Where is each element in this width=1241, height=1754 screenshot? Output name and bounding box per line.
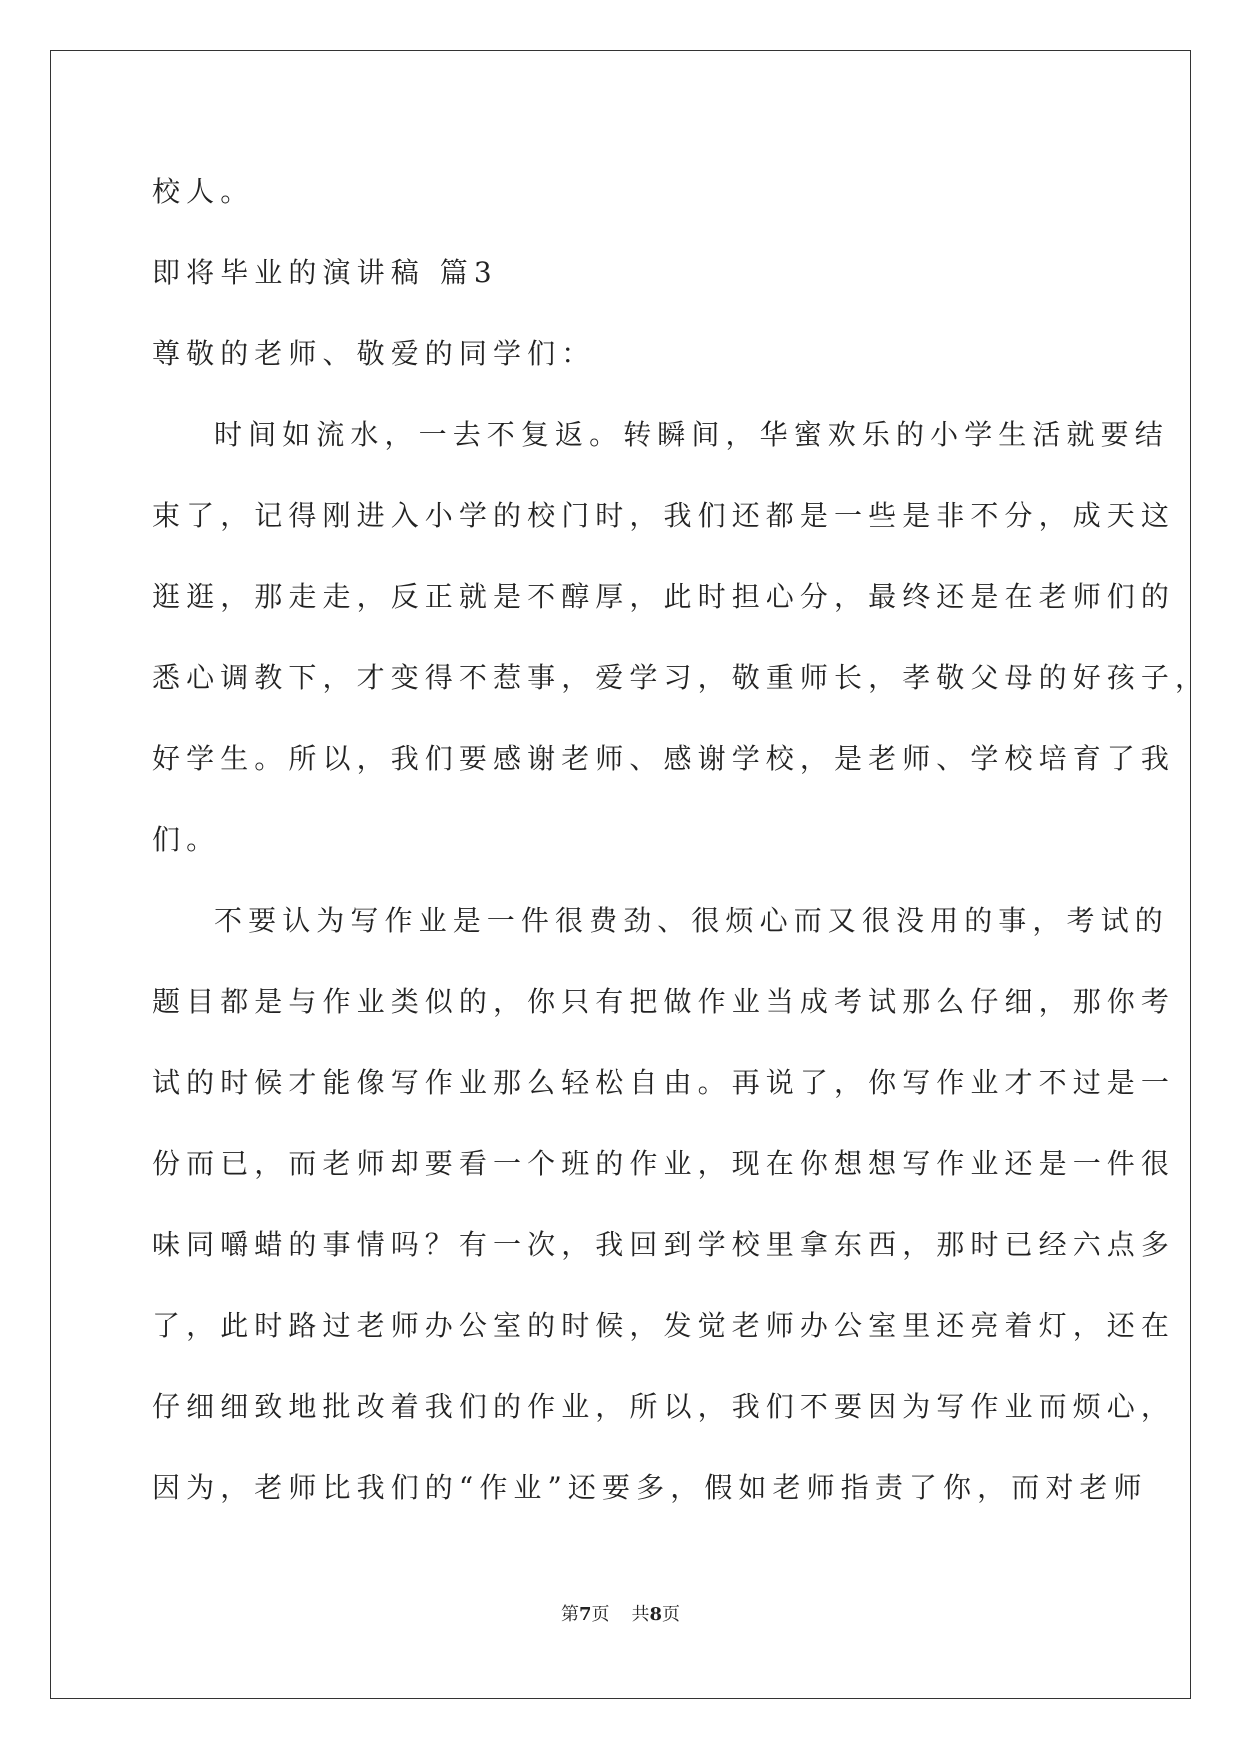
paragraph-1-line-5: 好学生。所以，我们要感谢老师、感谢学校，是老师、学校培育了我	[152, 742, 1176, 775]
paragraph-2-line-8: 因为，老师比我们的“作业”还要多，假如老师指责了你，而对老师	[152, 1471, 1148, 1504]
paragraph-2-line-4: 份而已，而老师却要看一个班的作业，现在你想想写作业还是一件很	[152, 1147, 1176, 1180]
paragraph-2-line-7: 仔细细致地批改着我们的作业，所以，我们不要因为写作业而烦心，	[152, 1390, 1176, 1423]
paragraph-1-line-1: 时间如流水，一去不复返。转瞬间，华蜜欢乐的小学生活就要结	[214, 418, 1169, 451]
paragraph-2-line-3: 试的时候才能像写作业那么轻松自由。再说了，你写作业才不过是一	[152, 1066, 1176, 1099]
paragraph-2-line-1: 不要认为写作业是一件很费劲、很烦心而又很没用的事，考试的	[214, 904, 1169, 937]
total-pages-prefix: 共	[631, 1604, 650, 1625]
page-number-prefix: 第	[560, 1604, 579, 1625]
paragraph-1-line-4: 悉心调教下，才变得不惹事，爱学习，敬重师长，孝敬父母的好孩子，	[152, 661, 1210, 694]
paragraph-2-line-2: 题目都是与作业类似的，你只有把做作业当成考试那么仔细，那你考	[152, 985, 1176, 1018]
page-number-label: 页	[591, 1604, 610, 1625]
total-pages-label: 页	[662, 1604, 681, 1625]
page-footer	[0, 1603, 1241, 1627]
current-page-number: 7	[578, 1604, 592, 1625]
section-heading: 即将毕业的演讲稿 篇3	[152, 256, 498, 289]
paragraph-2-line-5: 味同嚼蜡的事情吗？有一次，我回到学校里拿东西，那时已经六点多	[152, 1228, 1176, 1261]
total-pages-number: 8	[649, 1604, 663, 1625]
paragraph-2-line-6: 了，此时路过老师办公室的时候，发觉老师办公室里还亮着灯，还在	[152, 1309, 1176, 1342]
salutation: 尊敬的老师、敬爱的同学们：	[152, 337, 596, 370]
page-border	[50, 50, 1191, 1699]
paragraph-1-line-6: 们。	[152, 823, 221, 856]
text-line-continuation: 校人。	[152, 175, 255, 208]
paragraph-1-line-3: 逛逛，那走走，反正就是不醇厚，此时担心分，最终还是在老师们的	[152, 580, 1176, 613]
paragraph-1-line-2: 束了，记得刚进入小学的校门时，我们还都是一些是非不分，成天这	[152, 499, 1176, 532]
